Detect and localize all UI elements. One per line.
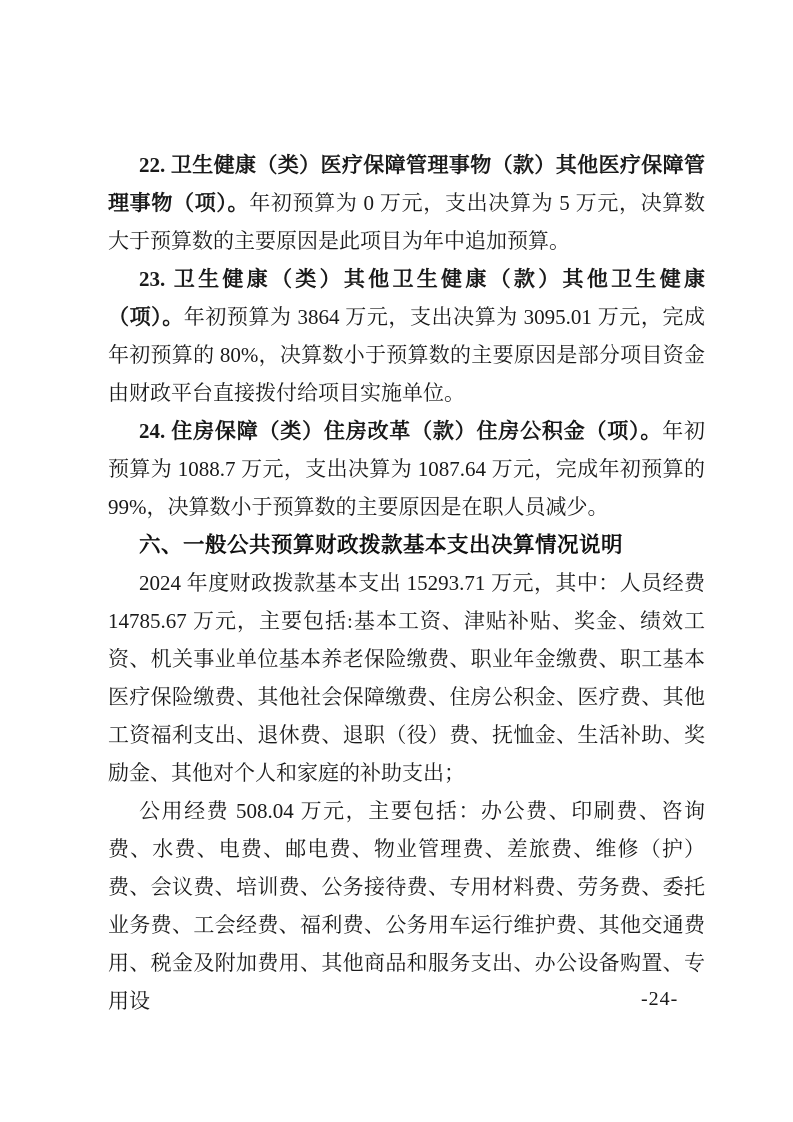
clause-22 <box>108 146 705 260</box>
clause-23-text: 年初预算为 3864 万元，支出决算为 3095.01 万元，完成年初预算的 80%，决算数小于预算数的主要原因是部分项目资金由财政平台直接拨付给项目实施单位。 <box>108 305 705 405</box>
clause-24-title: 24. 住房保障（类）住房改革（款）住房公积金（项）。 <box>139 419 663 443</box>
clause-22-title: 22. 卫生健康（类）医疗保障管理事物（款）其他医疗保障管理事物（项）。 <box>108 153 705 215</box>
paragraph-basic-expenditure: 2024 年度财政拨款基本支出 15293.71 万元，其中：人员经费 14785.67 万元，主要包括:基本工资、津贴补贴、奖金、绩效工资、机关事业单位基本养老保险缴费、职业年金缴费、职工基本医疗保险缴费、其他社会保障缴费、住房公积金、医疗费、其他工资福利支出、退休费、退职（役）费、抚恤金、生活补助、奖励金、其他对个人和家庭的补助支出； <box>108 571 705 785</box>
clause-24-text: 年初预算为 1088.7 万元，支出决算为 1087.64 万元，完成年初预算的 99%，决算数小于预算数的主要原因是在职人员减少。 <box>108 419 706 519</box>
section-heading: 六、一般公共预算财政拨款基本支出决算情况说明 <box>139 533 624 557</box>
clause-22-text: 年初预算为 0 万元，支出决算为 5 万元，决算数大于预算数的主要原因是此项目为年中追加预算。 <box>108 191 706 253</box>
document-body <box>108 146 705 1020</box>
clause-23-title: 23. 卫生健康（类）其他卫生健康（款）其他卫生健康（项）。 <box>108 267 705 329</box>
clause-24 <box>108 412 705 526</box>
page-number: -24- <box>641 988 679 1010</box>
paragraph-public-funds: 公用经费 508.04 万元，主要包括：办公费、印刷费、咨询费、水费、电费、邮电费、物业管理费、差旅费、维修（护）费、会议费、培训费、公务接待费、专用材料费、劳务费、委托业务费、工会经费、福利费、公务用车运行维护费、其他交通费用、税金及附加费用、其他商品和服务支出、办公设备购置、专用设 <box>108 799 705 1013</box>
clause-23 <box>108 260 705 412</box>
